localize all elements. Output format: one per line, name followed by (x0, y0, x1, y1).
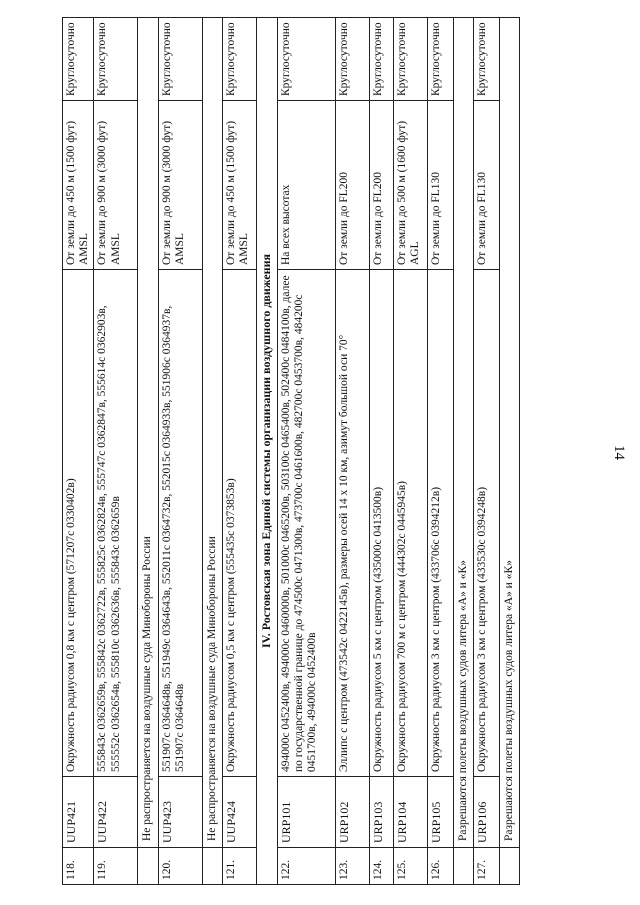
zone-code: UUP422 (94, 777, 138, 848)
zone-boundary: 494000с 0452400в, 494000с 0460000в, 501000с 0465200в, 503100с 0465400в, 502400с 0484100в, далее по государственной границе до 474500с 0471300в, 473700с 0461600в, 482700с 0453700в, 484200с 0451700в, 494000с 0452400в (277, 270, 335, 777)
table-body (63, 18, 520, 885)
row-number: 123. (335, 848, 369, 885)
operating-hours: Круглосуточно (222, 18, 256, 101)
zone-code: URP103 (369, 777, 393, 848)
zone-code: URP102 (335, 777, 369, 848)
operating-hours: Круглосуточно (335, 18, 369, 101)
altitude-limits: От земли до 900 м (3000 фут) AMSL (94, 101, 138, 270)
zone-code: URP106 (473, 777, 499, 848)
altitude-limits: От земли до 450 м (1500 фут) AMSL (222, 101, 256, 270)
note-text: Разрешаются полеты воздушных судов литера «А» и «К» (453, 18, 473, 848)
operating-hours: Круглосуточно (63, 18, 94, 101)
zone-boundary: Окружность радиусом 3 км с центром (433530с 0394248в) (473, 270, 499, 777)
zone-boundary: 551907с 0364648в, 551949с 0364643в, 552011с 0364732в, 552015с 0364933в, 551906с 0364937в, 551907с 0364648в (158, 270, 202, 777)
table-row (427, 18, 453, 885)
zone-code: URP101 (277, 777, 335, 848)
table-row (393, 18, 427, 885)
row-number: 118. (63, 848, 94, 885)
page-number (603, 0, 633, 905)
table-row (222, 18, 256, 885)
altitude-limits: От земли до FL200 (369, 101, 393, 270)
note-spacer (453, 848, 473, 885)
row-number: 127. (473, 848, 499, 885)
note-text: Не распространяется на воздушные суда Минобороны России (202, 18, 222, 848)
zone-code: UUP423 (158, 777, 202, 848)
operating-hours: Круглосуточно (158, 18, 202, 101)
zone-boundary: Окружность радиусом 0,8 км с центром (571207с 0330402в) (63, 270, 94, 777)
zone-code: UUP421 (63, 777, 94, 848)
table-row (94, 18, 138, 885)
operating-hours: Круглосуточно (369, 18, 393, 101)
restricted-zones-table (62, 17, 520, 885)
operating-hours: Круглосуточно (393, 18, 427, 101)
note-row (138, 18, 158, 885)
altitude-limits: На всех высотах (277, 101, 335, 270)
row-number: 119. (94, 848, 138, 885)
zone-boundary: Окружность радиусом 0,5 км с центром (555435с 0373853в) (222, 270, 256, 777)
table-row (335, 18, 369, 885)
zone-boundary: Окружность радиусом 3 км с центром (433706с 0394212в) (427, 270, 453, 777)
altitude-limits: От земли до FL200 (335, 101, 369, 270)
operating-hours: Круглосуточно (94, 18, 138, 101)
zone-boundary: Окружность радиусом 700 м с центром (444302с 0445945в) (393, 270, 427, 777)
altitude-limits: От земли до 500 м (1600 фут) AGL (393, 101, 427, 270)
table-row (158, 18, 202, 885)
note-row (499, 18, 519, 885)
note-text: Разрешаются полеты воздушных судов литера «А» и «К» (499, 18, 519, 848)
note-text: Не распространяется на воздушные суда Минобороны России (138, 18, 158, 848)
zone-code: URP105 (427, 777, 453, 848)
operating-hours: Круглосуточно (473, 18, 499, 101)
operating-hours: Круглосуточно (427, 18, 453, 101)
zone-boundary: Эллипс с центром (473542с 0422145в), размеры осей 14 x 10 км, азимут большой оси 70° (335, 270, 369, 777)
altitude-limits: От земли до 450 м (1500 фут) AMSL (63, 101, 94, 270)
table-row (473, 18, 499, 885)
row-number: 125. (393, 848, 427, 885)
note-row (453, 18, 473, 885)
section-header-row (256, 18, 277, 885)
altitude-limits: От земли до FL130 (427, 101, 453, 270)
row-number: 120. (158, 848, 202, 885)
note-row (202, 18, 222, 885)
table-row (63, 18, 94, 885)
operating-hours: Круглосуточно (277, 18, 335, 101)
row-number: 122. (277, 848, 335, 885)
row-number: 121. (222, 848, 256, 885)
row-number: 124. (369, 848, 393, 885)
table-row (277, 18, 335, 885)
note-spacer (499, 848, 519, 885)
altitude-limits: От земли до 900 м (3000 фут) AMSL (158, 101, 202, 270)
altitude-limits: От земли до FL130 (473, 101, 499, 270)
section-header: IV. Ростовская зона Единой системы организации воздушного движения (256, 18, 277, 885)
note-spacer (202, 848, 222, 885)
rotated-document-page (62, 22, 582, 885)
zone-code: URP104 (393, 777, 427, 848)
table-row (369, 18, 393, 885)
note-spacer (138, 848, 158, 885)
row-number: 126. (427, 848, 453, 885)
zone-boundary: Окружность радиусом 5 км с центром (435000с 0413500в) (369, 270, 393, 777)
zone-boundary: 555843с 0362659в, 555842с 0362722в, 555825с 0362824в, 555747с 0362847в, 555614с 0362903в, 555552с 0362654в, 555810с 0362636в, 555843с 0362659в (94, 270, 138, 777)
zone-code: UUP424 (222, 777, 256, 848)
page-number-text: 14 (610, 445, 627, 460)
